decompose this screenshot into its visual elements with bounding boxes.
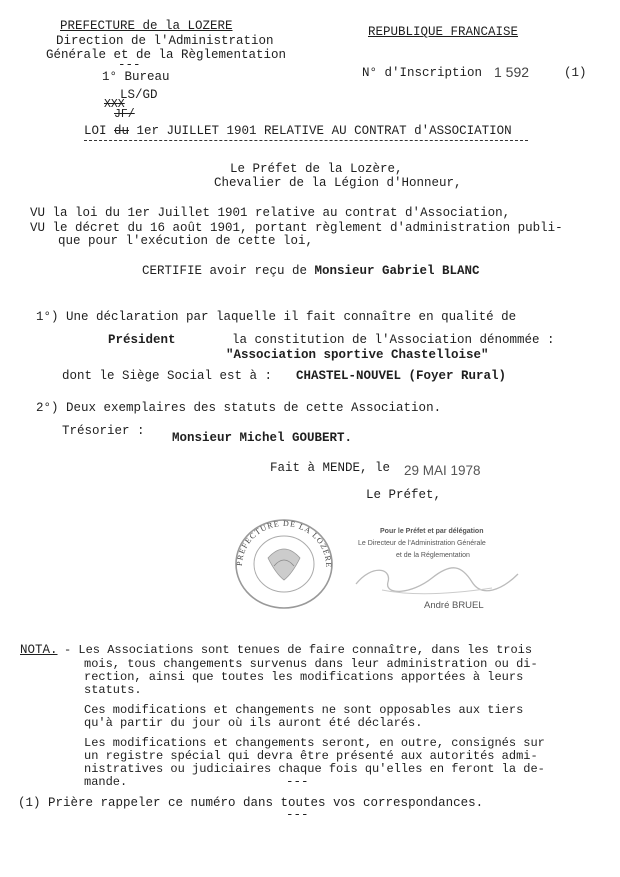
- vu-line-1: VU la loi du 1er Juillet 1901 relative au contrat d'Association,: [30, 206, 511, 220]
- prefet-line-2: Chevalier de la Légion d'Honneur,: [214, 176, 462, 190]
- inscription-footnote-ref: (1): [564, 66, 587, 80]
- inscription-number: 1 592: [494, 64, 530, 80]
- siege-label: dont le Siège Social est à :: [62, 369, 273, 383]
- svg-text:PREFECTURE DE LA LOZERE: PREFECTURE DE LA LOZERE: [234, 518, 334, 569]
- nota-p3-l4: mande.: [84, 775, 128, 789]
- prefecture-seal: [228, 510, 340, 610]
- signatory-name: André BRUEL: [424, 600, 484, 611]
- handwritten-signature: [352, 560, 522, 600]
- bureau-label: 1° Bureau: [102, 70, 170, 84]
- delegation-line-1: Pour le Préfet et par délégation: [380, 528, 484, 535]
- header-dash: ---: [118, 58, 141, 72]
- nota-p1-l4: statuts.: [84, 683, 142, 697]
- nota-p1-l3: rection, ainsi que toutes les modifications apportées à leurs: [84, 670, 524, 684]
- delegation-line-2: Le Directeur de l'Administration Générale: [358, 540, 486, 547]
- tresorier-label: Trésorier :: [62, 424, 145, 438]
- nota-label: NOTA.: [20, 643, 58, 657]
- nota-p1-l2: mois, tous changements survenus dans leur administration ou di-: [84, 657, 538, 671]
- direction-line-2: Générale et de la Règlementation: [46, 48, 287, 62]
- le-prefet: Le Préfet,: [366, 488, 442, 502]
- nota-p2-l2: qu'à partir du jour où ils auront été déclarés.: [84, 716, 423, 730]
- nota-p3-l3: nistratives ou judiciaires chaque fois qu'elles en feront la de-: [84, 762, 545, 776]
- delegation-line-3: et de la Réglementation: [396, 552, 470, 559]
- reference-strike-2: JF/: [114, 108, 135, 121]
- fait-a-mende: Fait à MENDE, le: [270, 461, 391, 475]
- association-name: "Association sportive Chastelloise": [226, 348, 489, 362]
- prefet-line-1: Le Préfet de la Lozère,: [230, 162, 403, 176]
- nota-p2-l1: Ces modifications et changements ne sont opposables aux tiers: [84, 703, 524, 717]
- vu-line-2: VU le décret du 16 août 1901, portant règlement d'administration publi-: [30, 221, 563, 235]
- item-2-line-1: 2°) Deux exemplaires des statuts de cette Association.: [36, 401, 442, 415]
- inscription-label: N° d'Inscription: [362, 66, 483, 80]
- nota-p1-l1: - Les Associations sont tenues de faire connaître, dans les trois: [64, 643, 533, 657]
- date-stamp: 29 MAI 1978: [404, 463, 481, 478]
- prefecture-name: PREFECTURE de la LOZERE: [60, 19, 233, 33]
- certifie-line: CERTIFIE avoir reçu de Monsieur Gabriel BLANC: [142, 264, 480, 278]
- nota-p3-l1: Les modifications et changements seront, en outre, consignés sur: [84, 736, 545, 750]
- item-1-line-2: la constitution de l'Association dénommée :: [232, 333, 555, 347]
- item-1-line-1: 1°) Une déclaration par laquelle il fait connaître en qualité de: [36, 310, 517, 324]
- republique-francaise: REPUBLIQUE FRANCAISE: [368, 25, 519, 39]
- tresorier-name: Monsieur Michel GOUBERT.: [172, 431, 353, 445]
- nota-dash: ---: [286, 775, 309, 789]
- nota-p3-l2: un registre spécial qui devra être présenté aux autorités admi-: [84, 749, 538, 763]
- reference-code: LS/GD: [120, 88, 158, 102]
- reference-strike: XXX: [104, 98, 125, 111]
- direction-line-1: Direction de l'Administration: [56, 34, 274, 48]
- title-underline: [84, 140, 528, 141]
- role-president: Président: [108, 333, 176, 347]
- footnote-text: (1) Prière rappeler ce numéro dans toutes vos correspondances.: [18, 796, 484, 810]
- vu-line-3: que pour l'exécution de cette loi,: [58, 234, 314, 248]
- law-title: LOI du 1er JUILLET 1901 RELATIVE AU CONTRAT d'ASSOCIATION: [84, 124, 512, 138]
- footnote-dash: ---: [286, 808, 309, 822]
- siege-value: CHASTEL-NOUVEL (Foyer Rural): [296, 369, 507, 383]
